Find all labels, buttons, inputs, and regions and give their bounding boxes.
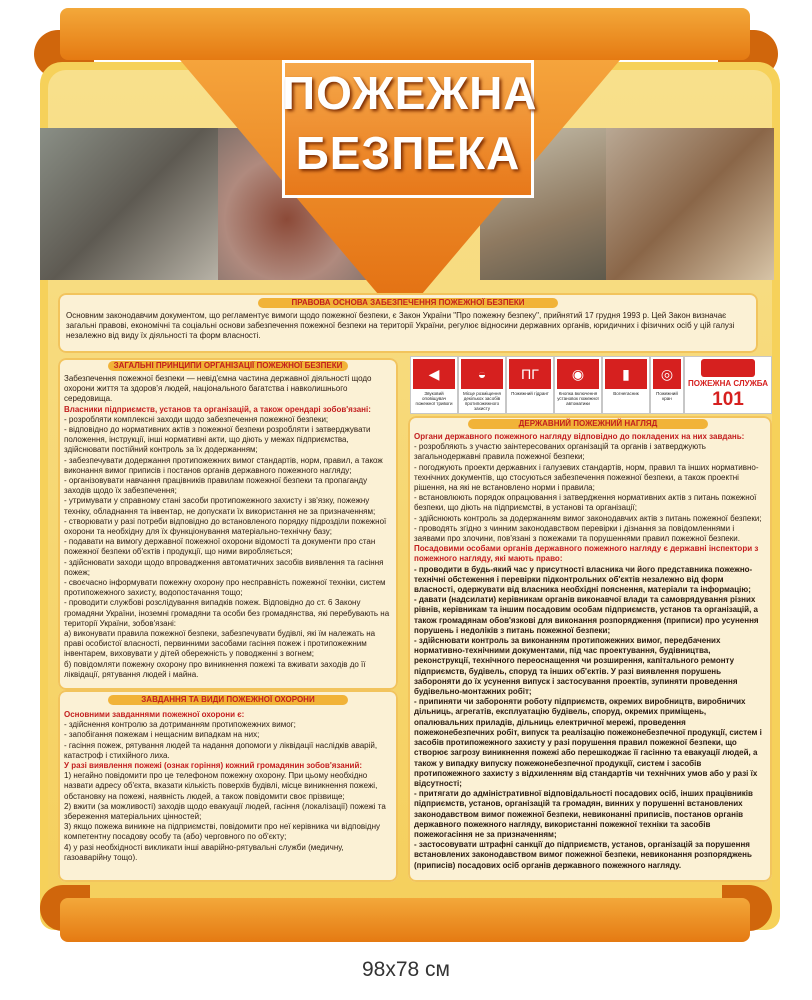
- list-item: - забезпечувати додержання протипожежних вимог стандартів, норм, правил, а також виконання вимог приписів і постанов органів державного пожежного нагляду;: [64, 455, 383, 475]
- bottom-ribbon: [60, 898, 750, 942]
- list-item: - запобігання пожежам і нещасним випадкам на них;: [64, 730, 260, 740]
- supervision-lead: Органи державного пожежного нагляду відповідно до покладених на них завдань:: [414, 432, 745, 441]
- list-item: 4) у разі необхідності викликати інші аварійно-рятувальні служби (медичну, газоаварійну тощо).: [64, 842, 344, 862]
- sign-card: [458, 356, 506, 414]
- legal-basis-text: Основним законодавчим документом, що регламентує вимоги щодо пожежної безпеки, є Закон України "Про пожежну безпеку", прийнятий 17 грудня 1993 р. Цей Закон визначає загальні правові, економічні та соціальні основи забезпечення пожежної безпеки на території України, регулює відносини державних органів, юридичних і фізичних осіб у цій галузі незалежно від виду їх діяльності та форм власності.: [66, 311, 735, 341]
- legal-basis-header: ПРАВОВА ОСНОВА ЗАБЕЗПЕЧЕННЯ ПОЖЕЖНОЇ БЕЗПЕКИ: [258, 298, 558, 308]
- safety-signs-strip: [408, 354, 772, 416]
- sign-caption: Місце розміщення декількох засобів протипожежного захисту: [463, 391, 501, 411]
- tasks-header: ЗАВДАННЯ ТА ВИДИ ПОЖЕЖНОЇ ОХОРОНИ: [108, 695, 348, 705]
- firefighter-photo: [40, 128, 218, 280]
- list-item: б) повідомляти пожежну охорону про виникнення пожежі та вживати заходів до її ліквідації, рятування людей і майна.: [64, 659, 366, 679]
- list-item: - розробляти комплексні заходи щодо забезпечення пожежної безпеки;: [64, 414, 329, 424]
- hose-icon: ◎: [653, 359, 681, 389]
- list-item: - подавати на вимогу державної пожежної охорони відомості та документи про стан пожежної безпеки об'єктів і продукції, що ними виробляється;: [64, 537, 376, 557]
- tasks-panel: [58, 690, 398, 882]
- fire-service-sign: [684, 356, 772, 414]
- sign-caption: Пожежний гідрант: [511, 391, 549, 396]
- list-item: - проводити в будь-який час у присутності власника чи його представника пожежно-технічні обстеження і перевірки підконтрольних об'єктів незалежно від форм власності, одержувати від власника необхідні пояснення, матеріали та інформацію;: [414, 564, 753, 595]
- button-icon: ◉: [557, 359, 599, 389]
- supervision-header: ДЕРЖАВНИЙ ПОЖЕЖНИЙ НАГЛЯД: [468, 419, 708, 429]
- tasks-lead-2: У разі виявлення пожежі (ознак горіння) кожний громадянин зобов'язаний:: [64, 761, 363, 771]
- general-principles-lead: Власники підприємств, установ та організацій, а також орендарі зобов'язані:: [64, 404, 371, 414]
- fire-service-label: ПОЖЕЖНА СЛУЖБА: [687, 379, 769, 388]
- extinguisher-icon: ▮: [605, 359, 647, 389]
- list-item: - застосовувати штрафні санкції до підприємств, установ, організацій за порушення встановлених законодавством вимог пожежної безпеки, невиконання розпоряджень (приписів) посадових осіб органів державного пожежного нагляду.: [414, 840, 752, 870]
- siren-icon: ◀: [413, 359, 455, 389]
- legal-basis-panel: [58, 293, 758, 353]
- supervision-lead-2: Посадовими особами органів державного пожежного нагляду є державні інспектори з пожежного нагляду, які мають право:: [414, 544, 759, 564]
- general-principles-panel: [58, 358, 398, 690]
- list-item: - своєчасно інформувати пожежну охорону про несправність пожежної техніки, систем протипожежного захисту, водопостачання тощо;: [64, 578, 386, 598]
- title-line-1: ПОЖЕЖНА: [282, 67, 538, 119]
- list-item: - притягати до адміністративної відповідальності посадових осіб, інших працівників підприємств, установ, організацій та громадян, винних у порушенні встановлених законодавством вимог пожежної безпеки, невиконанні приписів, постанов органів державного пожежного нагляду, використанні пожежної техніки та засобів пожежогасіння не за призначенням;: [414, 789, 753, 839]
- sign-caption: Звуковий оповіщувач пожежної тривоги: [415, 391, 453, 406]
- list-item: - відповідно до нормативних актів з пожежної безпеки розробляти і затверджувати положення, інструкції, інші нормативні акти, що діють у межах підприємства, здійснювати постійний контроль за їх додержанням;: [64, 425, 371, 455]
- sign-card: [554, 356, 602, 414]
- list-item: - створювати у разі потреби відповідно до встановленого порядку підрозділи пожежної охорони та необхідну для їх функціонування матеріально-технічну базу;: [64, 516, 387, 537]
- general-principles-header: ЗАГАЛЬНІ ПРИНЦИПИ ОРГАНІЗАЦІЇ ПОЖЕЖНОЇ БЕЗПЕКИ: [108, 361, 348, 371]
- list-item: - гасіння пожеж, рятування людей та надання допомоги у ліквідації наслідків аварій, катастроф і стихійного лиха.: [64, 740, 378, 760]
- list-item: - розробляють з участю заінтересованих організацій та органів і затверджують загальнодержавні правила пожежної безпеки;: [414, 442, 706, 462]
- sign-card: [602, 356, 650, 414]
- list-item: - погоджують проекти державних і галузевих стандартів, норм, правил та інших нормативно-технічних документів, що стосуються забезпечення пожежної безпеки, а також проектні рішення, на які не встановлено норми і правила;: [414, 462, 759, 493]
- sign-card: [506, 356, 554, 414]
- list-item: - здійснюють контроль за додержанням вимог законодавчих актів з питань пожежної безпеки;: [414, 513, 762, 523]
- list-item: - давати (надсилати) керівникам органів виконавчої влади та самоврядування різних рівнів, керівникам та іншим посадовим особам підприємств, установ та організацій, а також громадянам обов'язкові для виконання розпорядження (приписи) про усунення порушень і недоліків з питань пожежної безпеки;: [414, 595, 759, 635]
- list-item: 2) вжити (за можливості) заходів щодо евакуації людей, гасіння (локалізації) пожежі та збереження матеріальних цінностей;: [64, 801, 386, 822]
- supervision-panel: [408, 416, 772, 882]
- list-item: а) виконувати правила пожежної безпеки, забезпечувати будівлі, які їм належать на праві особистої власності, первинними засобами гасіння пожеж і протипожежним інвентарем, виховувати у дітей обережність у поводженні з вогнем;: [64, 629, 376, 659]
- list-item: - здійснювати контроль за виконанням протипожежних вимог, передбачених нормативно-технічними документами, під час проектування, будівництва, реконструкції, технічного переоснащення чи розширення, капітального ремонту підприємств, будівель, споруд та інших об'єктів. У разі виявлення порушень забороняти до їх усунення випуск і застосування проектів, зупиняти проведення будівельно-монтажних робіт;: [414, 636, 738, 697]
- list-item: - проводять згідно з чинним законодавством перевірки і дізнання за повідомленнями і заявами про злочини, пов'язані з пожежами та порушеннями правил пожежної безпеки.: [414, 523, 740, 544]
- list-item: 3) якщо пожежа виникне на підприємстві, повідомити про неї керівника чи відповідну компетентну посадову особу та (або) черговного по об'єкту;: [64, 822, 381, 842]
- sign-caption: Вогнегасник: [613, 391, 639, 396]
- sign-caption: Кнопка включення установок пожежної автоматики: [557, 391, 599, 406]
- list-item: - встановлюють порядок опрацювання і затвердження нормативних актів з питань пожежної безпеки, що діють на підприємстві, в установі та організації;: [414, 493, 757, 513]
- dome-icon: ◒: [461, 359, 503, 389]
- firefighters-photo: [606, 128, 774, 280]
- list-item: - організовувати навчання працівників правилам пожежної безпеки та пропаганду заходів щодо їх забезпечення;: [64, 476, 368, 496]
- list-item: - здійснення контролю за дотриманням протипожежних вимог;: [64, 720, 296, 730]
- tasks-lead: Основними завданнями пожежної охорони є:: [64, 710, 245, 719]
- list-item: - проводити службові розслідування випадків пожеж. Відповідно до ст. 6 Закону громадяни України, іноземні громадяни та особи без громадянства, які перебувають на території України, зобов'язані:: [64, 598, 390, 628]
- fire-truck-icon: [701, 359, 755, 377]
- sign-card: [650, 356, 684, 414]
- size-caption: 98х78 см: [362, 958, 450, 981]
- title-line-2: БЕЗПЕКА: [295, 127, 521, 179]
- general-principles-intro: Забезпечення пожежної безпеки — невід'ємна частина державної діяльності щодо охорони життя та здоров'я людей, національного багатства і навколишнього середовища.: [64, 374, 372, 404]
- list-item: 1) негайно повідомити про це телефоном пожежну охорону. При цьому необхідно назвати адресу об'єкта, вказати кількість поверхів будівлі, місце виникнення пожежі, обстановку на пожежі, наявність людей, а також повідомити своє прізвище;: [64, 771, 378, 801]
- list-item: - здійснювати заходи щодо впровадження автоматичних засобів виявлення та гасіння пожеж;: [64, 557, 384, 577]
- hydrant-sign-icon: ПГ: [509, 359, 551, 389]
- top-ribbon: [60, 8, 750, 60]
- list-item: - утримувати у справному стані засоби протипожежного захисту і зв'язку, пожежну техніку, обладнання та інвентар, не допускати їх використання не за призначенням;: [64, 496, 376, 516]
- fire-service-number: 101: [712, 389, 744, 410]
- list-item: - припиняти чи забороняти роботу підприємств, окремих виробництв, виробничих дільниць, агрегатів, експлуатацію будівель, споруд, окремих приміщень, опалювальних приладів, дільниць електричної мережі, проведення пожежонебезпечних робіт, випуск та реалізацію пожежонебезпечної продукції, систем і засобів протипожежного захисту у разі порушення правил пожежної безпеки, що створює загрозу виникнення пожежі або перешкоджає її гасінню та евакуації людей, а також у випадку випуску пожежонебезпечної продукції, систем і засобів протипожежного захисту з відхиленням від стандартів чи технічних умов або у разі їх відсутності;: [414, 697, 762, 788]
- sign-caption: Пожежний кран: [656, 391, 678, 401]
- sign-card: [410, 356, 458, 414]
